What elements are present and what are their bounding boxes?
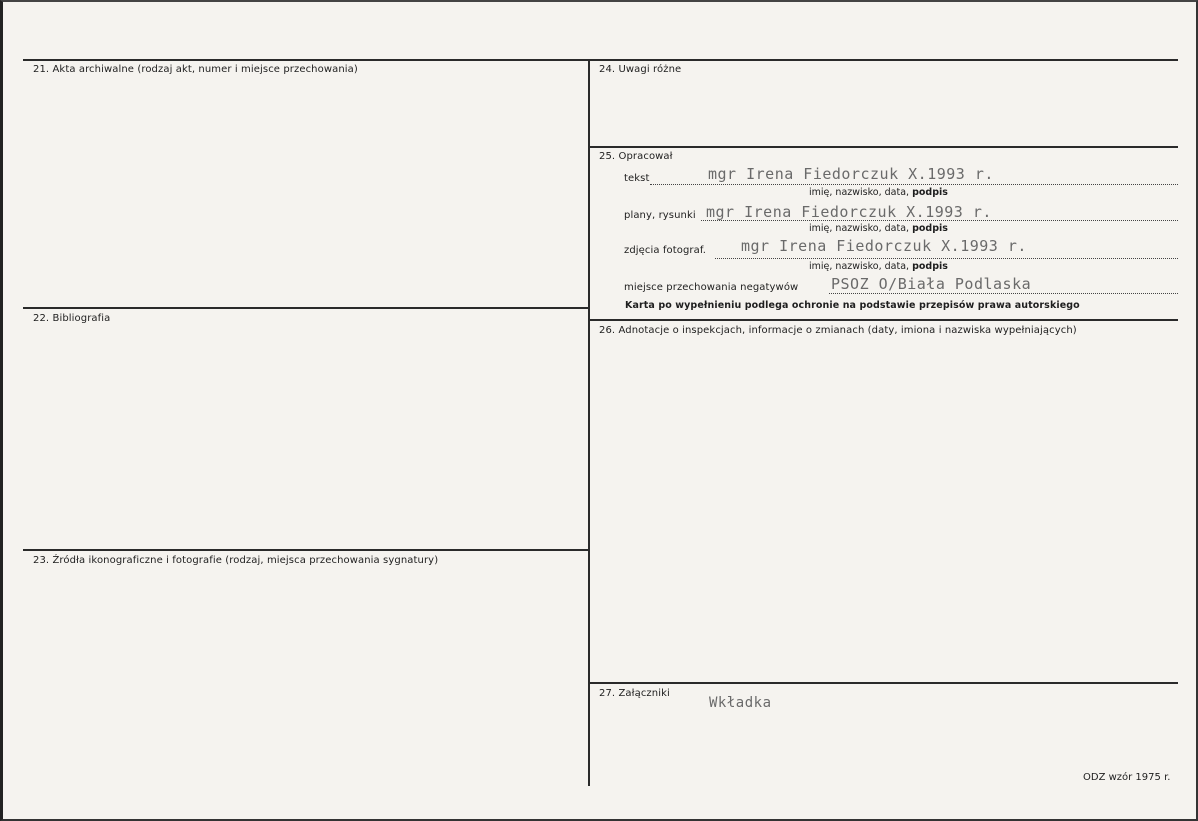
negatywy-dotline bbox=[829, 293, 1178, 294]
zdjecia-value: mgr Irena Fiedorczuk X.1993 r. bbox=[741, 237, 1027, 255]
zalaczniki-value: Wkładka bbox=[709, 695, 772, 711]
section-22-label: 22. Bibliografia bbox=[33, 313, 111, 324]
section-21-label: 21. Akta archiwalne (rodzaj akt, numer i miejsce przechowania) bbox=[33, 64, 358, 75]
form-version: ODZ wzór 1975 r. bbox=[1083, 772, 1171, 783]
plany-caption: imię, nazwisko, data, podpis bbox=[809, 223, 948, 234]
section-25-label: 25. Opracował bbox=[599, 151, 673, 162]
section-26-label: 26. Adnotacje o inspekcjach, informacje o zmianach (daty, imiona i nazwiska wypełniających) bbox=[599, 325, 1077, 336]
divider-21-22 bbox=[23, 307, 589, 309]
zdjecia-caption: imię, nazwisko, data, podpis bbox=[809, 261, 948, 272]
copyright-notice: Karta po wypełnieniu podlega ochronie na podstawie przepisów prawa autorskiego bbox=[625, 300, 1080, 311]
plany-dotline bbox=[701, 220, 1178, 221]
tekst-caption: imię, nazwisko, data, podpis bbox=[809, 187, 948, 198]
zdjecia-dotline bbox=[715, 258, 1178, 259]
negatywy-value: PSOZ O/Biała Podlaska bbox=[831, 275, 1032, 293]
plany-value: mgr Irena Fiedorczuk X.1993 r. bbox=[706, 203, 992, 221]
negatywy-label: miejsce przechowania negatywów bbox=[624, 282, 799, 293]
top-rule bbox=[23, 59, 1178, 61]
divider-22-23 bbox=[23, 549, 589, 551]
center-divider bbox=[588, 59, 590, 786]
tekst-value: mgr Irena Fiedorczuk X.1993 r. bbox=[708, 165, 994, 183]
tekst-dotline bbox=[650, 184, 1178, 185]
tekst-label: tekst bbox=[624, 173, 650, 184]
section-27-label: 27. Załączniki bbox=[599, 688, 670, 699]
divider-26-27 bbox=[590, 682, 1178, 684]
section-23-label: 23. Źródła ikonograficzne i fotografie (rodzaj, miejsca przechowania sygnatury) bbox=[33, 555, 439, 566]
divider-25-26 bbox=[590, 319, 1178, 321]
section-24-label: 24. Uwagi różne bbox=[599, 64, 682, 75]
plany-label: plany, rysunki bbox=[624, 210, 696, 221]
zdjecia-label: zdjęcia fotograf. bbox=[624, 245, 707, 256]
divider-24-25 bbox=[590, 146, 1178, 148]
